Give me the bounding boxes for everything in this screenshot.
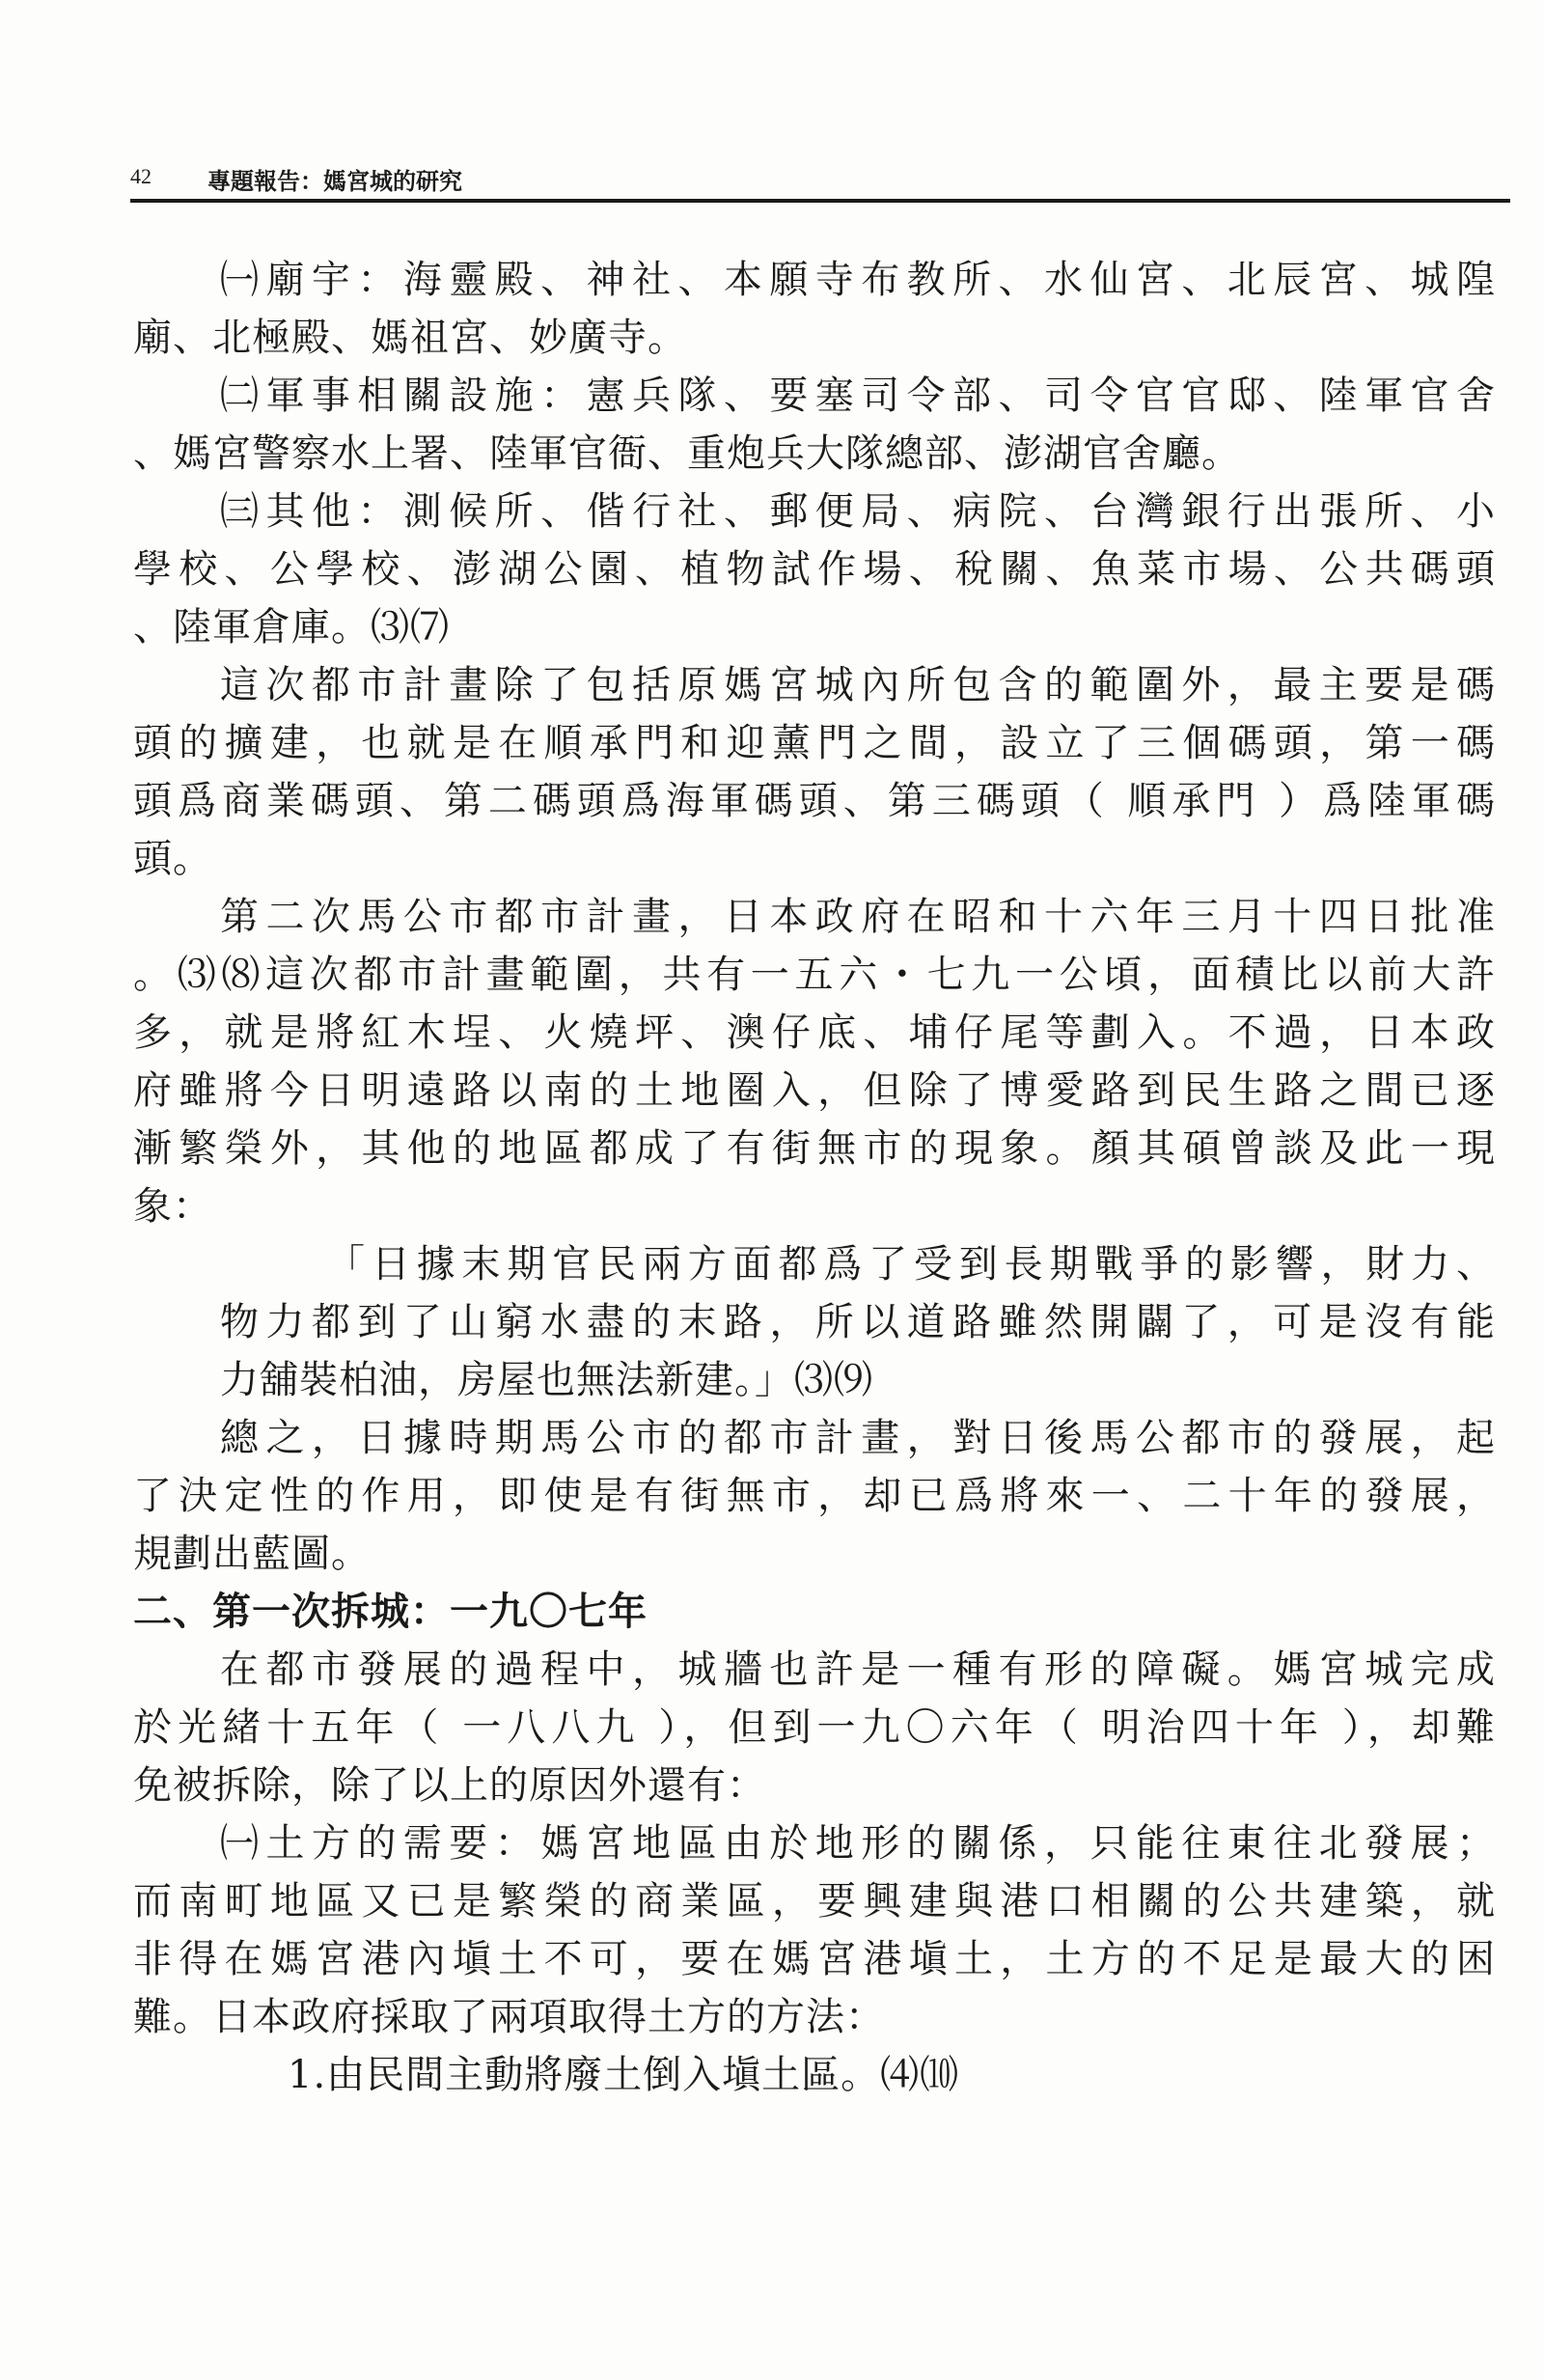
text-line: 頭爲商業碼頭、第二碼頭爲海軍碼頭、第三碼頭（ 順承門 ）爲陸軍碼 <box>133 779 1496 823</box>
text-line: 象： <box>133 1184 212 1229</box>
text-line: 、媽宮警察水上署、陸軍官衙、重炮兵大隊總部、澎湖官舍廳。 <box>133 431 1241 476</box>
text-line: 力舖裝柏油，房屋也無法新建。」⑶⑼ <box>220 1358 873 1402</box>
text-line: 免被拆除，除了以上的原因外還有： <box>133 1763 766 1808</box>
text-line: 在都市發展的過程中，城牆也許是一種有形的障礙。媽宮城完成 <box>220 1647 1496 1692</box>
text-line: 多，就是將紅木埕、火燒坪、澳仔底、埔仔尾等劃入。不過，日本政 <box>133 1010 1496 1055</box>
text-line: 頭。 <box>133 837 212 881</box>
text-line: ㈢其他：測候所、偕行社、郵便局、病院、台灣銀行出張所、小 <box>220 489 1496 534</box>
text-line: 總之，日據時期馬公市的都市計畫，對日後馬公都市的發展，起 <box>220 1416 1496 1460</box>
text-line: 1.由民間主動將廢土倒入塡土區。⑷⑽ <box>288 2053 960 2097</box>
page-number: 42 <box>130 164 152 188</box>
text-line: 廟、北極殿、媽祖宮、妙廣寺。 <box>133 316 687 360</box>
text-line: 「日據末期官民兩方面都爲了受到長期戰爭的影響，財力、 <box>326 1242 1496 1287</box>
page-header <box>130 160 1510 203</box>
text-line: 、陸軍倉庫。⑶⑺ <box>133 605 450 650</box>
text-line: 第二次馬公市都市計畫，日本政府在昭和十六年三月十四日批准 <box>220 895 1496 939</box>
text-line: 物力都到了山窮水盡的末路，所以道路雖然開闢了，可是沒有能 <box>220 1300 1496 1344</box>
text-line: 難。日本政府採取了兩項取得土方的方法： <box>133 1995 885 2039</box>
text-line: 頭的擴建，也就是在順承門和迎薰門之間，設立了三個碼頭，第一碼 <box>133 721 1496 765</box>
text-line: 規劃出藍圖。 <box>133 1532 371 1576</box>
text-line: ㈠土方的需要：媽宮地區由於地形的關係，只能往東往北發展； <box>220 1821 1496 1866</box>
text-line: 。⑶⑻這次都市計畫範圍，共有一五六・七九一公頃，面積比以前大許 <box>133 953 1496 997</box>
text-line: 漸繁榮外，其他的地區都成了有街無市的現象。顏其碩曾談及此一現 <box>133 1126 1496 1171</box>
text-line: 了決定性的作用，即使是有街無市，却已爲將來一、二十年的發展， <box>133 1474 1496 1518</box>
text-line: 非得在媽宮港內塡土不可，要在媽宮港塡土，土方的不足是最大的困 <box>133 1937 1496 1981</box>
text-line: ㈡軍事相關設施：憲兵隊、要塞司令部、司令官官邸、陸軍官舍 <box>220 374 1496 418</box>
running-title: 專題報告：媽宮城的研究 <box>207 167 462 195</box>
body-text <box>133 251 1496 2104</box>
text-line: 學校、公學校、澎湖公園、植物試作場、稅關、魚菜市場、公共碼頭 <box>133 547 1496 592</box>
text-line: ㈠廟宇：海靈殿、神社、本願寺布教所、水仙宮、北辰宮、城隍 <box>220 258 1496 302</box>
text-line: 於光緒十五年（ 一八八九 ），但到一九〇六年（ 明治四十年 ），却難 <box>133 1705 1496 1750</box>
text-line: 二、第一次拆城：一九〇七年 <box>133 1589 648 1634</box>
text-line: 府雖將今日明遠路以南的土地圈入，但除了博愛路到民生路之間已逐 <box>133 1068 1496 1113</box>
text-line: 而南町地區又已是繁榮的商業區，要興建與港口相關的公共建築，就 <box>133 1879 1496 1923</box>
text-line: 這次都市計畫除了包括原媽宮城內所包含的範圍外，最主要是碼 <box>220 663 1496 707</box>
